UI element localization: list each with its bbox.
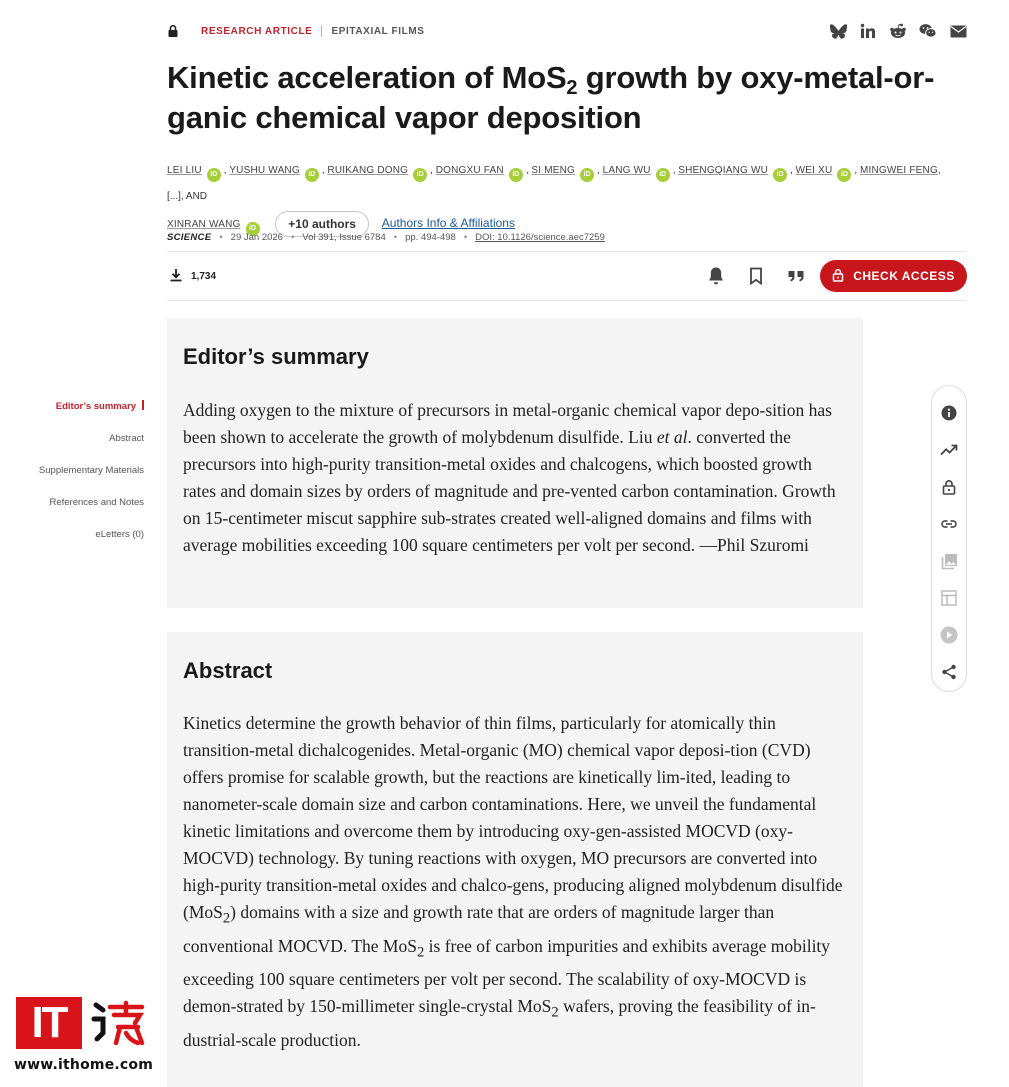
ithome-url: www.ithome.com — [14, 1057, 154, 1073]
author-name[interactable]: MINGWEI FENG — [859, 165, 938, 176]
info-icon[interactable] — [937, 394, 961, 431]
lock-icon[interactable] — [937, 468, 961, 505]
article-header-bar — [167, 22, 967, 40]
author-name[interactable]: RUIKANG DONG — [327, 165, 409, 176]
orcid-icon[interactable]: iD — [413, 168, 427, 182]
abstract-text: Kinetics determine the growth behavior of thin films, particularly for atomically thin transition-metal dichalcogenides. Metal-organic (MO) chemical vapor deposi-tion (CVD) offers promise for scalable growth, but the reactions are kinetically lim-ited, leading to nanometer-scale domain size and carbon contaminations. Here, we unveil the fundamental kinetic limitations and overcome them by introducing oxy-gen-assisted MOCVD (oxy-MOCVD) technology. By tuning reactions with oxygen, MO precursors are converted into high-purity transition-metal oxides and chalco-gens, producing aligned molybdenum disulfide (MoS$_2$) domains with a size and growth rate that are orders of magnitude larger than conventional MOCVD. The MoS$_2$ is free of carbon impurities and exhibits average mobility exceeding 100 square centimeters per volt per second. The scalability of oxy-MOCVD is demon-strated by 150-millimeter single-crystal MoS$_2$ wafers, proving the feasibility of in-dustrial-scale production. — [183, 713, 843, 1050]
linkedin-icon[interactable] — [859, 22, 877, 40]
meta-separator: • — [219, 232, 223, 243]
side-tool-rail — [931, 385, 967, 692]
editors-summary-section — [167, 318, 863, 608]
article-title: Kinetic acceleration of MoS$_2$ growth by oxy-metal-or-ganic chemical vapor deposition — [167, 60, 935, 135]
lock-icon — [167, 24, 179, 38]
download-icon[interactable] — [169, 268, 183, 285]
article-action-bar — [167, 251, 967, 301]
volume-issue: Vol 391, Issue 6784 — [302, 232, 386, 243]
author-name[interactable]: LEI LIU — [167, 165, 202, 176]
author-name[interactable]: WEI XU — [795, 165, 833, 176]
ithome-watermark — [14, 995, 154, 1075]
orcid-icon[interactable]: iD — [246, 222, 260, 236]
download-count — [169, 268, 216, 285]
meta-separator: • — [290, 232, 295, 243]
breadcrumb-divider — [321, 25, 322, 37]
orcid-icon[interactable]: iD — [305, 168, 319, 182]
article-topic[interactable]: EPITAXIAL FILMS — [331, 25, 425, 37]
play-icon[interactable] — [937, 617, 961, 654]
images-icon[interactable] — [937, 543, 961, 580]
article-type[interactable]: RESEARCH ARTICLE — [201, 25, 313, 37]
author-name[interactable]: SHENGQIANG WU — [678, 165, 769, 176]
trending-icon[interactable] — [937, 431, 961, 468]
link-icon[interactable] — [937, 505, 961, 542]
doi-link[interactable]: DOI: 10.1126/science.aec7259 — [475, 232, 605, 243]
ithome-logo-glyph — [90, 997, 150, 1049]
table-icon[interactable] — [937, 580, 961, 617]
more-authors-button[interactable]: +10 authors — [275, 211, 369, 237]
authors-and: , AND — [180, 191, 208, 202]
author-list: LEI LIU iD , YUSHU WANG iD , RUIKANG DONG iD , DONGXU FAN iD , SI MENG iD , LANG WU iD , SHENGQIANG WU iD , WEI XU iD , MINGWEI FENG, [...], AND XINRAN WANG iD +10 authors Authors Info & Affiliations — [167, 158, 957, 238]
toc-item-editors-summary[interactable]: Editor’s summary — [39, 400, 144, 432]
orcid-icon[interactable]: iD — [656, 168, 670, 182]
author-name[interactable]: XINRAN WANG — [167, 219, 241, 230]
wechat-icon[interactable] — [919, 22, 937, 40]
share-icons — [829, 22, 967, 40]
toc-item-eletters[interactable]: eLetters (0) — [95, 529, 144, 540]
share-icon[interactable] — [937, 654, 961, 691]
lock-icon — [832, 268, 844, 285]
author-name[interactable]: SI MENG — [531, 165, 576, 176]
journal-name[interactable]: SCIENCE — [167, 232, 212, 243]
toc-item-references[interactable]: References and Notes — [49, 497, 144, 508]
cite-quote-icon[interactable] — [785, 265, 807, 287]
toc-item-supplementary[interactable]: Supplementary Materials — [38, 465, 144, 476]
affiliations-link[interactable]: Authors Info & Affiliations — [381, 216, 515, 230]
publication-date: 29 Jan 2026 — [230, 232, 283, 243]
orcid-icon[interactable]: iD — [773, 168, 787, 182]
bell-icon[interactable] — [705, 265, 727, 287]
check-access-label: CHECK ACCESS — [853, 269, 955, 283]
editors-summary-text: Adding oxygen to the mixture of precursors in metal-organic chemical vapor depo-sition has been shown to accelerate the growth of molybdenum disulfide. Liu et al. converted the precursors into high-purity transition-metal oxides and chalcogens, which boosted growth rates and domain sizes by orders of magnitude and pre-vented carbon contamination. Growth on 15-centimeter miscut sapphire sub-strates created well-aligned domains and films with average mobilities exceeding 100 square centimeters per volt per second. —Phil Szuromi — [183, 400, 836, 555]
meta-separator: • — [393, 232, 398, 243]
author-name[interactable]: LANG WU — [602, 165, 651, 176]
author-name[interactable]: YUSHU WANG — [229, 165, 300, 176]
abstract-section — [167, 632, 863, 1087]
orcid-icon[interactable]: iD — [837, 168, 851, 182]
bluesky-icon[interactable] — [829, 22, 847, 40]
author-name[interactable]: DONGXU FAN — [435, 165, 504, 176]
email-icon[interactable] — [949, 22, 967, 40]
editors-summary-heading: Editor’s summary — [183, 344, 369, 369]
bookmark-icon[interactable] — [745, 265, 767, 287]
authors-ellipsis[interactable]: [...] — [167, 191, 181, 202]
ithome-logo: IT — [16, 997, 82, 1049]
download-number: 1,734 — [191, 271, 217, 282]
orcid-icon[interactable]: iD — [207, 168, 221, 182]
abstract-heading: Abstract — [183, 658, 273, 683]
meta-separator: • — [463, 232, 468, 243]
orcid-icon[interactable]: iD — [509, 168, 523, 182]
orcid-icon[interactable]: iD — [580, 168, 594, 182]
publication-meta — [167, 232, 605, 243]
reddit-icon[interactable] — [889, 22, 907, 40]
article-actions — [705, 265, 807, 287]
check-access-button[interactable] — [820, 260, 967, 292]
toc-item-abstract[interactable]: Abstract — [109, 433, 144, 444]
table-of-contents — [39, 400, 144, 560]
page-range: pp. 494-498 — [405, 232, 456, 243]
